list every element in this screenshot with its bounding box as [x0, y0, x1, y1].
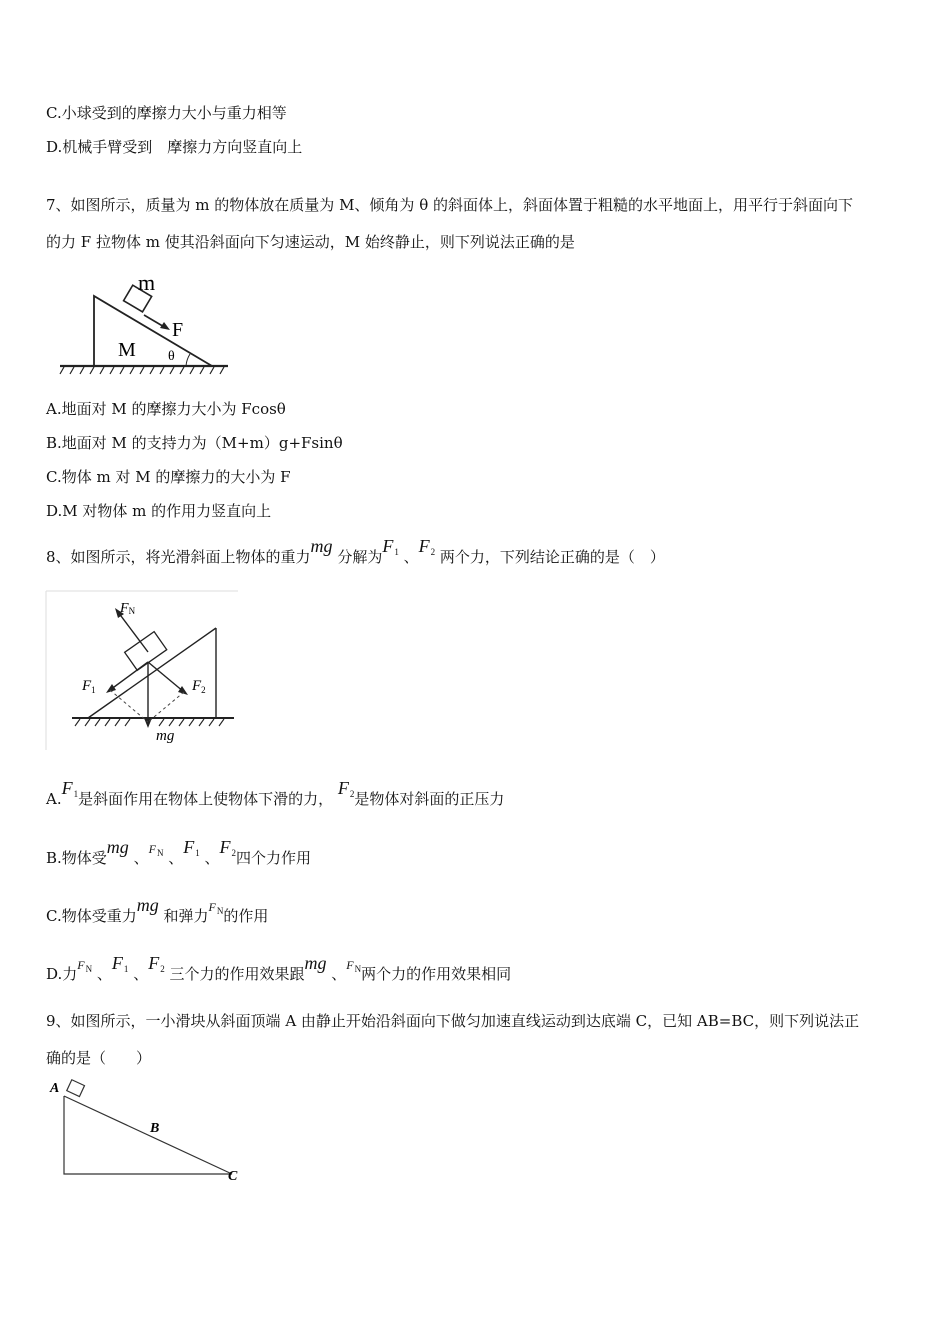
q8-d-mg: mg	[304, 953, 327, 973]
q9-label-a: A	[50, 1081, 60, 1096]
q8-force-figure	[44, 590, 240, 752]
q7-option-d: D.M 对物体 m 的作用力竖直向上	[46, 502, 272, 520]
q8-a-f2: $F_2$	[337, 778, 355, 799]
q7-stem-line1: 7、如图所示，质量为 m 的物体放在质量为 M、倾角为 θ 的斜面体上，斜面体置于粗糙的水平地面上，用平行于斜面向下	[46, 196, 854, 214]
q8-fig-f2: $F_2$	[192, 678, 206, 695]
q8-d-fn2: FN	[346, 958, 362, 974]
q9-stem-line1: 9、如图所示，一小滑块从斜面顶端 A 由静止开始沿斜面向下做匀加速直线运动到达底端 C，已知 AB=BC，则下列说法正	[46, 1012, 860, 1030]
q7-option-b: B.地面对 M 的支持力为（M+m）g+Fsinθ	[46, 434, 343, 452]
q8-stem-mg: mg	[310, 536, 333, 556]
q8-option-a: $A.F_1$是斜面作用在物体上使物体下滑的力， $F_2$是物体对斜面的正压力	[46, 778, 505, 808]
q8-c-mg: mg	[136, 895, 159, 915]
q8-fig-mg: mg	[156, 728, 175, 744]
q6-option-d: D.机械手臂受到 摩擦力方向竖直向上	[46, 138, 303, 156]
q8-b-fn: FN	[148, 842, 164, 858]
q8-fig-fn: FN	[120, 601, 136, 616]
q8-stem	[46, 536, 665, 567]
q8-a-f1: $F_1$	[61, 778, 79, 799]
q8-stem-f2: $F_2$	[418, 536, 436, 557]
q9-label-c: C	[228, 1169, 238, 1184]
q8-d-fn: FN	[77, 958, 93, 974]
q8-d-f2: $F_2$	[148, 953, 165, 974]
q8-stem-part3: 两个力，下列结论正确的是（ ）	[439, 548, 665, 566]
q7-option-a: A.地面对 M 的摩擦力大小为 Fcosθ	[46, 400, 286, 418]
q8-c-fn: FN	[208, 900, 224, 916]
q8-fig-f1: $F_1$	[82, 678, 96, 695]
q8-stem-sep: 、	[403, 548, 419, 566]
q7-stem-line2: 的力 F 拉物体 m 使其沿斜面向下匀速运动，M 始终静止，则下列说法正确的是	[46, 233, 575, 251]
q8-b-mg: mg	[106, 837, 129, 857]
q8-option-c: C.物体受重力mg 和弹力$^{F_N}$的作用	[46, 895, 269, 925]
q7-label-m: m	[138, 270, 156, 295]
q6-option-c: C.小球受到的摩擦力大小与重力相等	[46, 104, 287, 122]
q8-option-b: B.物体受mg 、$^{F_N}$ 、$F_1$ 、$F_2$四个力作用	[46, 837, 312, 867]
q8-option-d: D.力$^{F_N}$ 、$F_1$ 、$F_2$ 三个力的作用效果跟mg 、$^{F_N}$两个力的作用效果相同	[46, 953, 512, 983]
q9-incline-figure	[44, 1076, 248, 1188]
q7-label-f: F	[172, 319, 184, 341]
q7-option-c: C.物体 m 对 M 的摩擦力的大小为 F	[46, 468, 291, 486]
q8-stem-part2: 分解为	[337, 548, 383, 566]
q9-label-b: B	[150, 1121, 160, 1136]
q7-label-big-m: M	[118, 339, 136, 361]
q7-label-theta: θ	[168, 349, 175, 364]
q8-stem-f1: $F_1$	[382, 536, 399, 557]
q8-d-f1: $F_1$	[111, 953, 129, 974]
q8-b-f1: $F_1$	[183, 837, 200, 858]
q8-b-f2: $F_2$	[219, 837, 237, 858]
q8-stem-part1: 8、如图所示，将光滑斜面上物体的重力	[46, 548, 311, 566]
q7-incline-figure	[56, 268, 236, 378]
q9-stem-line2: 确的是（ ）	[46, 1049, 152, 1067]
